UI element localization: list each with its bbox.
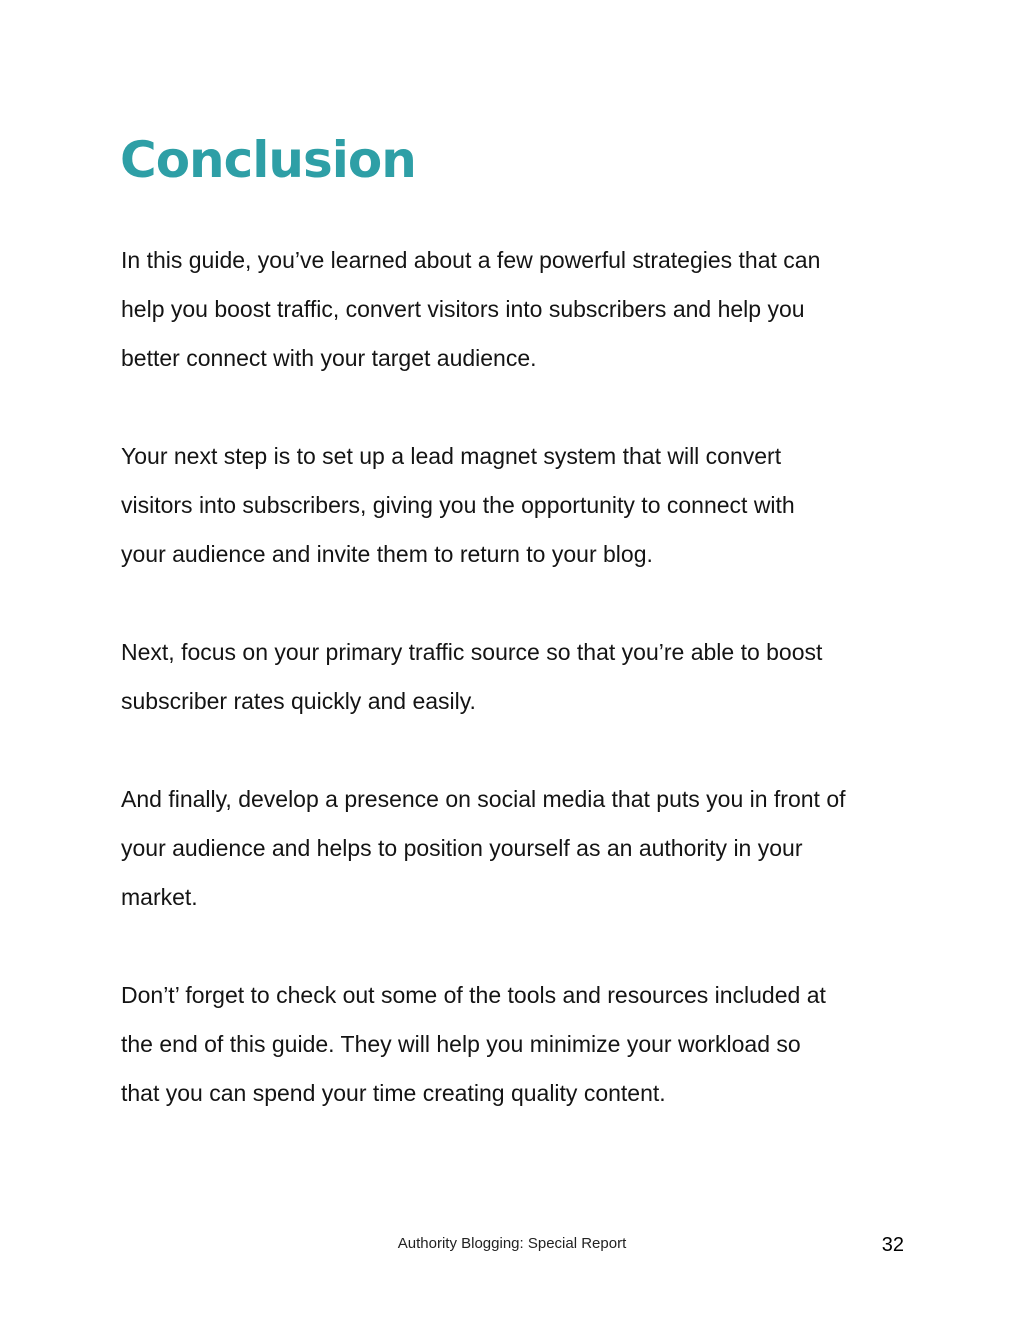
paragraph-line: your audience and helps to position yourself as an authority in your [121, 835, 803, 861]
paragraph-2 [121, 432, 921, 579]
paragraph-5 [121, 971, 921, 1118]
paragraph-line: In this guide, you’ve learned about a few powerful strategies that can [121, 247, 821, 273]
paragraph-line: that you can spend your time creating quality content. [121, 1080, 666, 1106]
body-text [121, 236, 921, 1167]
paragraph-line: And finally, develop a presence on social media that puts you in front of [121, 786, 846, 812]
paragraph-line: market. [121, 884, 198, 910]
footer-text: Authority Blogging: Special Report [397, 1235, 627, 1252]
page-number: 32 [881, 1234, 904, 1256]
paragraph-line: Next, focus on your primary traffic source so that you’re able to boost [121, 639, 823, 665]
paragraph-1 [121, 236, 921, 383]
paragraph-line: Your next step is to set up a lead magnet system that will convert [121, 443, 782, 469]
paragraph-4 [121, 775, 921, 922]
paragraph-line: visitors into subscribers, giving you the opportunity to connect with [121, 492, 795, 518]
paragraph-line: help you boost traffic, convert visitors into subscribers and help you [121, 296, 805, 322]
paragraph-line: subscriber rates quickly and easily. [121, 688, 476, 714]
paragraph-line: better connect with your target audience. [121, 345, 537, 371]
paragraph-3 [121, 628, 921, 726]
paragraph-line: Don’t’ forget to check out some of the tools and resources included at [121, 982, 826, 1008]
page-title: Conclusion [120, 131, 416, 189]
paragraph-line: your audience and invite them to return to your blog. [121, 541, 653, 567]
paragraph-line: the end of this guide. They will help you minimize your workload so [121, 1031, 801, 1057]
